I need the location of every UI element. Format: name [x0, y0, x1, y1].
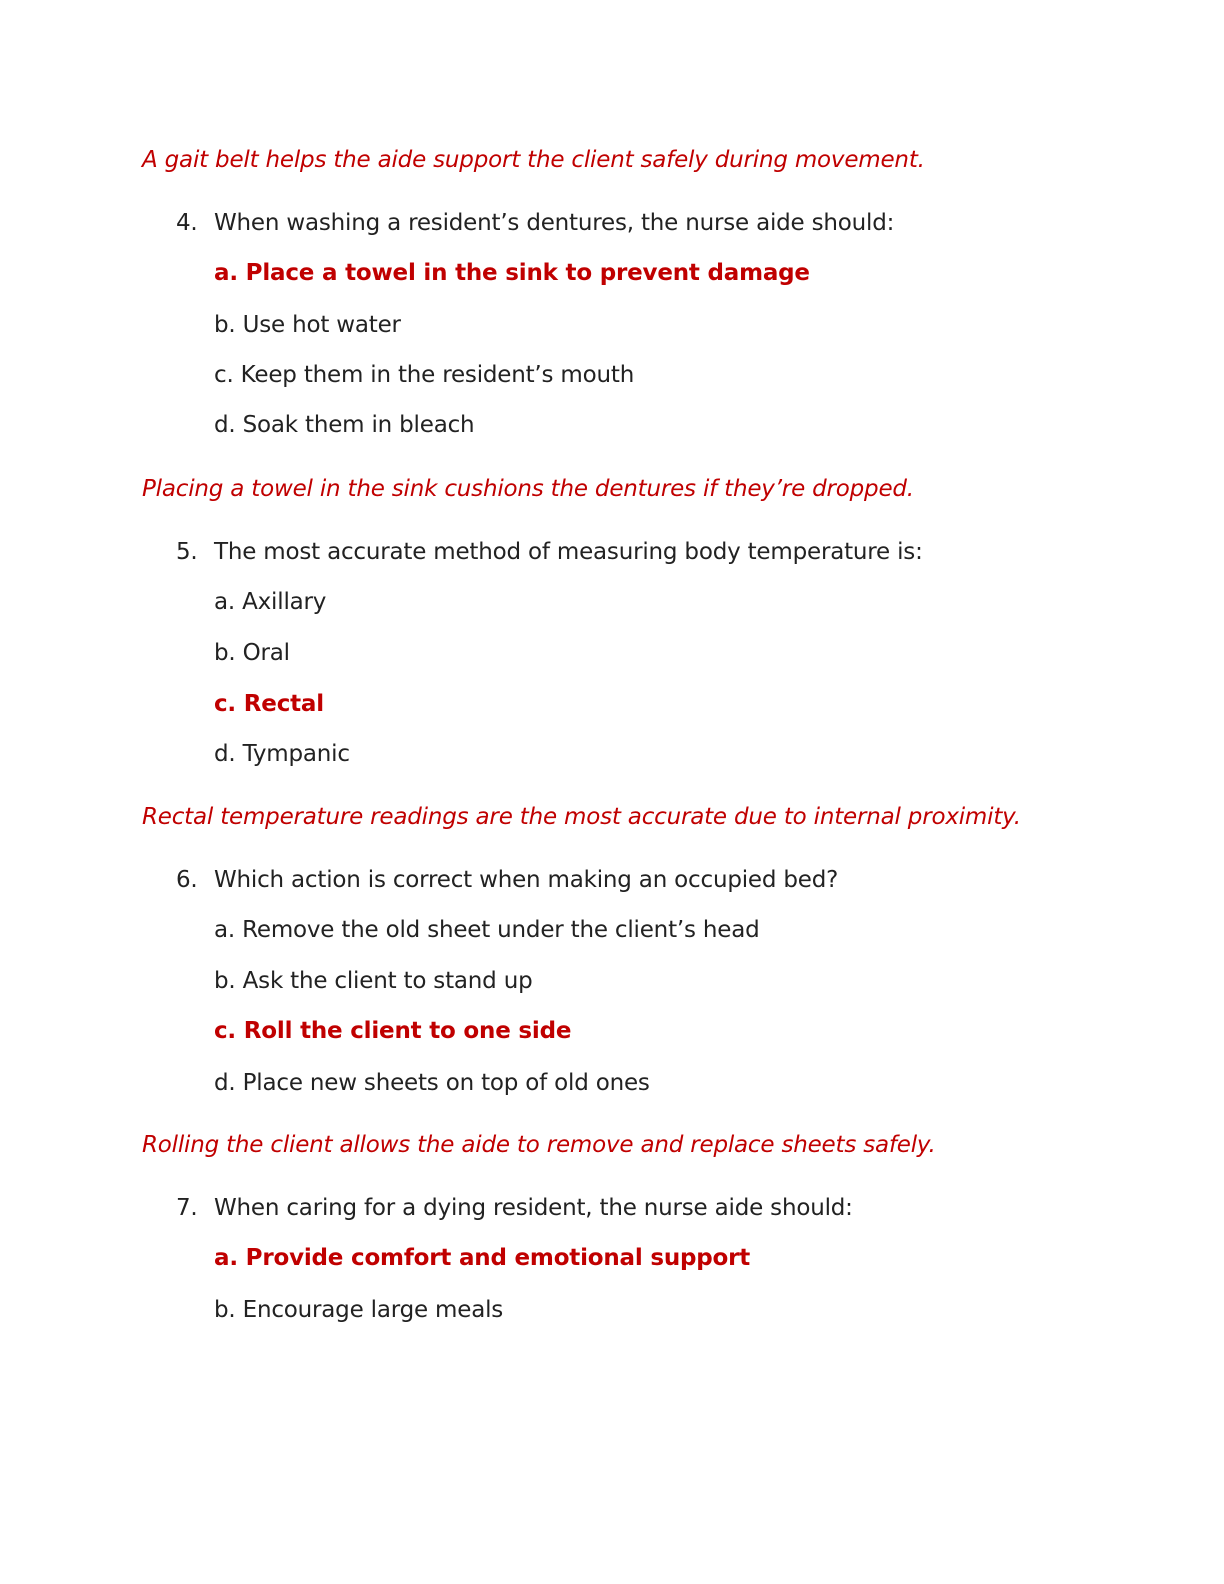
question-6-option-d: d. Place new sheets on top of old ones: [214, 1070, 650, 1096]
question-7-option-a-correct: a. Provide comfort and emotional support: [214, 1245, 751, 1271]
rationale-question-3: A gait belt helps the aide support the client safely during movement.: [142, 147, 925, 173]
rationale-question-4: Placing a towel in the sink cushions the dentures if they’re dropped.: [142, 476, 914, 502]
question-6-number: 6.: [176, 867, 198, 893]
question-7-number: 7.: [176, 1195, 198, 1221]
question-4-option-c: c. Keep them in the resident’s mouth: [214, 362, 635, 388]
question-5-option-c-correct: c. Rectal: [214, 691, 324, 717]
question-5-option-b: b. Oral: [214, 640, 290, 666]
rationale-question-6: Rolling the client allows the aide to remove and replace sheets safely.: [142, 1132, 936, 1158]
question-6-option-c-correct: c. Roll the client to one side: [214, 1018, 572, 1044]
question-5-number: 5.: [176, 539, 198, 565]
rationale-question-5: Rectal temperature readings are the most accurate due to internal proximity.: [142, 804, 1021, 830]
question-6-text: Which action is correct when making an occupied bed?: [214, 867, 839, 893]
question-7-option-b: b. Encourage large meals: [214, 1297, 504, 1323]
question-7-text: When caring for a dying resident, the nurse aide should:: [214, 1195, 853, 1221]
question-6-option-a: a. Remove the old sheet under the client’s head: [214, 917, 760, 943]
question-4-number: 4.: [176, 210, 198, 236]
question-5-text: The most accurate method of measuring body temperature is:: [214, 539, 923, 565]
question-4-option-b: b. Use hot water: [214, 312, 401, 338]
question-5-option-a: a. Axillary: [214, 589, 327, 615]
question-6-option-b: b. Ask the client to stand up: [214, 968, 533, 994]
question-4-text: When washing a resident’s dentures, the nurse aide should:: [214, 210, 895, 236]
question-4-option-d: d. Soak them in bleach: [214, 412, 475, 438]
question-4-option-a-correct: a. Place a towel in the sink to prevent damage: [214, 260, 810, 286]
question-5-option-d: d. Tympanic: [214, 741, 350, 767]
